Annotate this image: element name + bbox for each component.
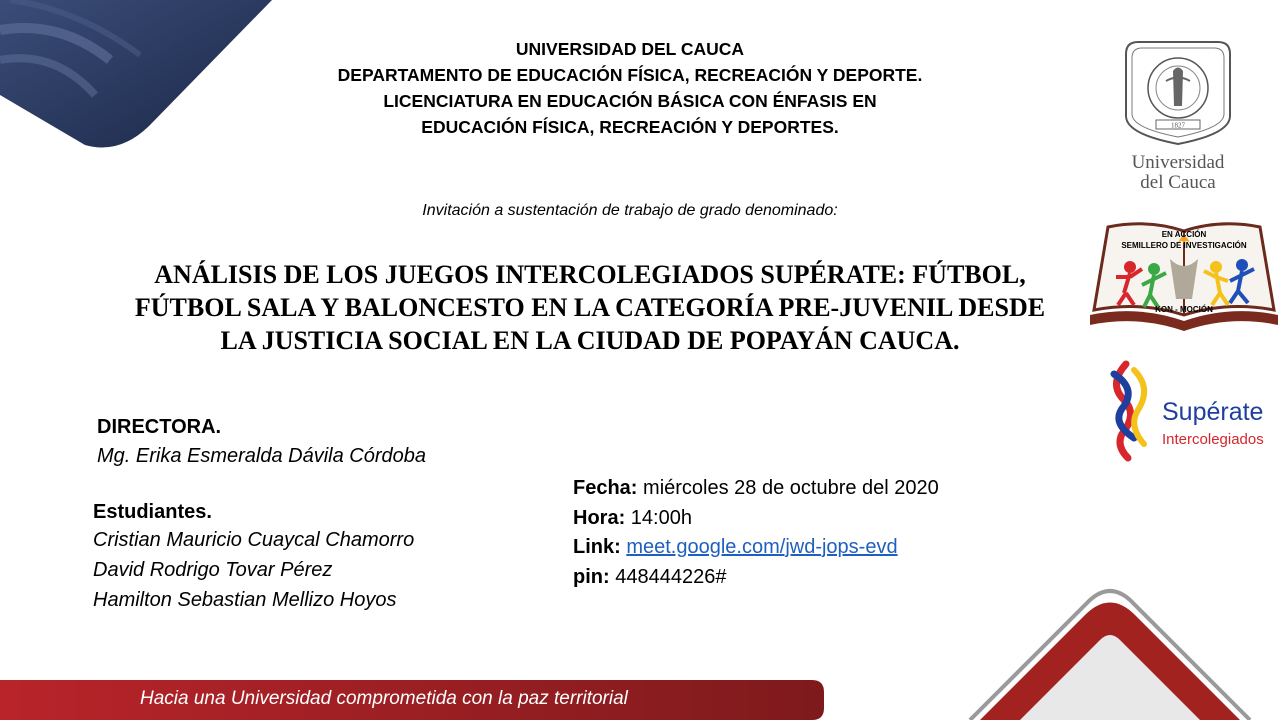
students-block [93, 501, 414, 615]
thesis-title [90, 258, 1090, 357]
students-label: Estudiantes. [93, 501, 212, 523]
semillero-text-3: KON - MOCIÓN [1155, 305, 1213, 314]
header-department: DEPARTAMENTO DE EDUCACIÓN FÍSICA, RECREACIÓN Y DEPORTE. [337, 65, 923, 85]
university-name-line2: del Cauca [1140, 172, 1216, 193]
corner-decoration-bottom-right [960, 585, 1280, 720]
thesis-title-line1: ANÁLISIS DE LOS JUEGOS INTERCOLEGIADOS SUPÉRATE: FÚTBOL, [154, 260, 1026, 289]
superate-logo [1104, 360, 1276, 462]
footer-motto: Hacia una Universidad comprometida con la paz territorial [140, 688, 628, 709]
time-value: 14:00h [630, 506, 692, 529]
semillero-text-1: EN ACCIÓN [1161, 230, 1207, 239]
superate-name: Supérate [1162, 398, 1264, 426]
student-name: David Rodrigo Tovar Pérez [93, 559, 333, 581]
date-value: miércoles 28 de octubre del 2020 [643, 477, 939, 499]
student-name: Hamilton Sebastian Mellizo Hoyos [93, 589, 397, 611]
semillero-logo [1088, 215, 1280, 333]
pin-value: 448444226# [615, 565, 727, 588]
director-block [97, 416, 426, 471]
semillero-text-2: SEMILLERO DE INVESTIGACIÓN [1121, 241, 1247, 250]
university-seal-icon [1118, 36, 1238, 148]
event-info [573, 474, 939, 592]
institution-header [230, 36, 1030, 140]
link-label: Link: [573, 536, 621, 558]
invitation-text: Invitación a sustentación de trabajo de grado denominado: [422, 202, 838, 219]
pin-label: pin: [573, 565, 610, 588]
date-label: Fecha: [573, 477, 638, 499]
header-program: LICENCIATURA EN EDUCACIÓN BÁSICA CON ÉNFASIS EN [383, 91, 877, 111]
thesis-title-line3: LA JUSTICIA SOCIAL EN LA CIUDAD DE POPAYÁN CAUCA. [220, 326, 960, 355]
seal-year: 1827 [1171, 121, 1185, 130]
director-name: Mg. Erika Esmeralda Dávila Córdoba [97, 445, 427, 467]
header-university: UNIVERSIDAD DEL CAUCA [515, 39, 745, 59]
thesis-title-line2: FÚTBOL SALA Y BALONCESTO EN LA CATEGORÍA PRE-JUVENIL DESDE [134, 293, 1046, 322]
university-logo [1118, 36, 1238, 193]
director-label: DIRECTORA. [97, 416, 222, 438]
time-label: Hora: [573, 506, 626, 529]
university-name-line1: Universidad [1131, 152, 1225, 173]
meeting-link[interactable]: meet.google.com/jwd-jops-evd [626, 536, 898, 558]
header-program-cont: EDUCACIÓN FÍSICA, RECREACIÓN Y DEPORTES. [421, 117, 839, 137]
student-name: Cristian Mauricio Cuaycal Chamorro [93, 529, 415, 551]
superate-subtitle: Intercolegiados [1162, 431, 1264, 448]
